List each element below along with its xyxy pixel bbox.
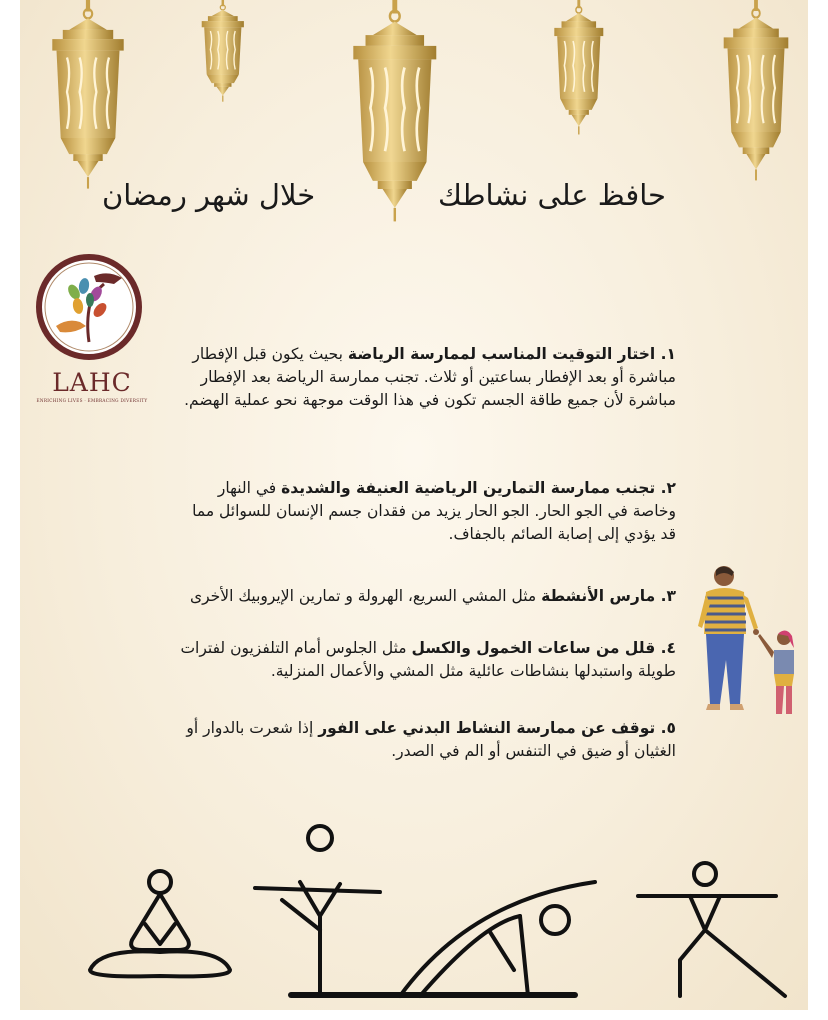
balance-pose-icon	[255, 826, 380, 996]
ground-line	[288, 992, 578, 998]
tip-3-title: ٣. مارس الأنشطة	[541, 587, 676, 605]
bending-pose-icon	[400, 882, 595, 996]
lantern-1-icon	[52, 0, 123, 189]
lantern-3-icon	[353, 0, 436, 221]
tip-4-title: ٤. قلل من ساعات الخمول والكسل	[411, 639, 676, 657]
tip-1-title: ١. اختار التوقيت المناسب لممارسة الرياضة	[347, 345, 676, 363]
parent-child-walking-icon	[696, 564, 808, 744]
title-part-1: حافظ على نشاطك	[438, 178, 666, 212]
yoga-poses-icon	[50, 820, 790, 1010]
lantern-2-icon	[202, 0, 244, 102]
logo-tree-icon	[34, 252, 144, 362]
lantern-4-icon	[554, 0, 603, 134]
tip-4-text: مثل الجلوس أمام التلفزيون لفترات طويلة واستبدلها بنشاطات عائلية مثل المشي والأعمال المنزلية.	[180, 639, 676, 680]
tip-1	[176, 343, 676, 412]
tip-5	[176, 717, 676, 763]
tip-2-title: ٢. تجنب ممارسة التمارين الرياضية العنيفة والشديدة	[281, 479, 676, 497]
poster	[20, 0, 808, 1010]
tip-2	[176, 477, 676, 546]
title-part-2: خلال شهر رمضان	[102, 178, 316, 212]
tip-5-text: إذا شعرت بالدوار أو الغثيان أو ضيق في التنفس أو الم في الصدر.	[186, 719, 676, 760]
tip-5-title: ٥. توقف عن ممارسة النشاط البدني على الفور	[318, 719, 676, 737]
warrior-pose-icon	[638, 863, 785, 996]
tip-1-text: بحيث يكون قبل الإفطار مباشرة أو بعد الإفطار بساعتين أو ثلاث. تجنب ممارسة الرياضة بعد الإفطار مباشرة لأن جميع طاقة الجسم تكون في هذا الوقت موجهة نحو عملية الهضم.	[184, 345, 676, 409]
lahc-logo	[26, 252, 168, 412]
meditation-pose-icon	[90, 871, 230, 976]
logo-tagline: ENRICHING LIVES · EMBRACING DIVERSITY	[36, 398, 148, 403]
tip-3	[176, 585, 676, 608]
lantern-5-icon	[724, 0, 789, 180]
tip-4	[176, 637, 676, 683]
tip-2-text: في النهار وخاصة في الجو الحار. الجو الحار يزيد من فقدان جسم الإنسان للسوائل مما قد يؤدي إلى إصابة الصائم بالجفاف.	[192, 479, 676, 543]
logo-name: LAHC	[52, 368, 132, 397]
tip-3-text: مثل المشي السريع، الهرولة و تمارين الإيروبيك الأخرى	[190, 587, 537, 605]
